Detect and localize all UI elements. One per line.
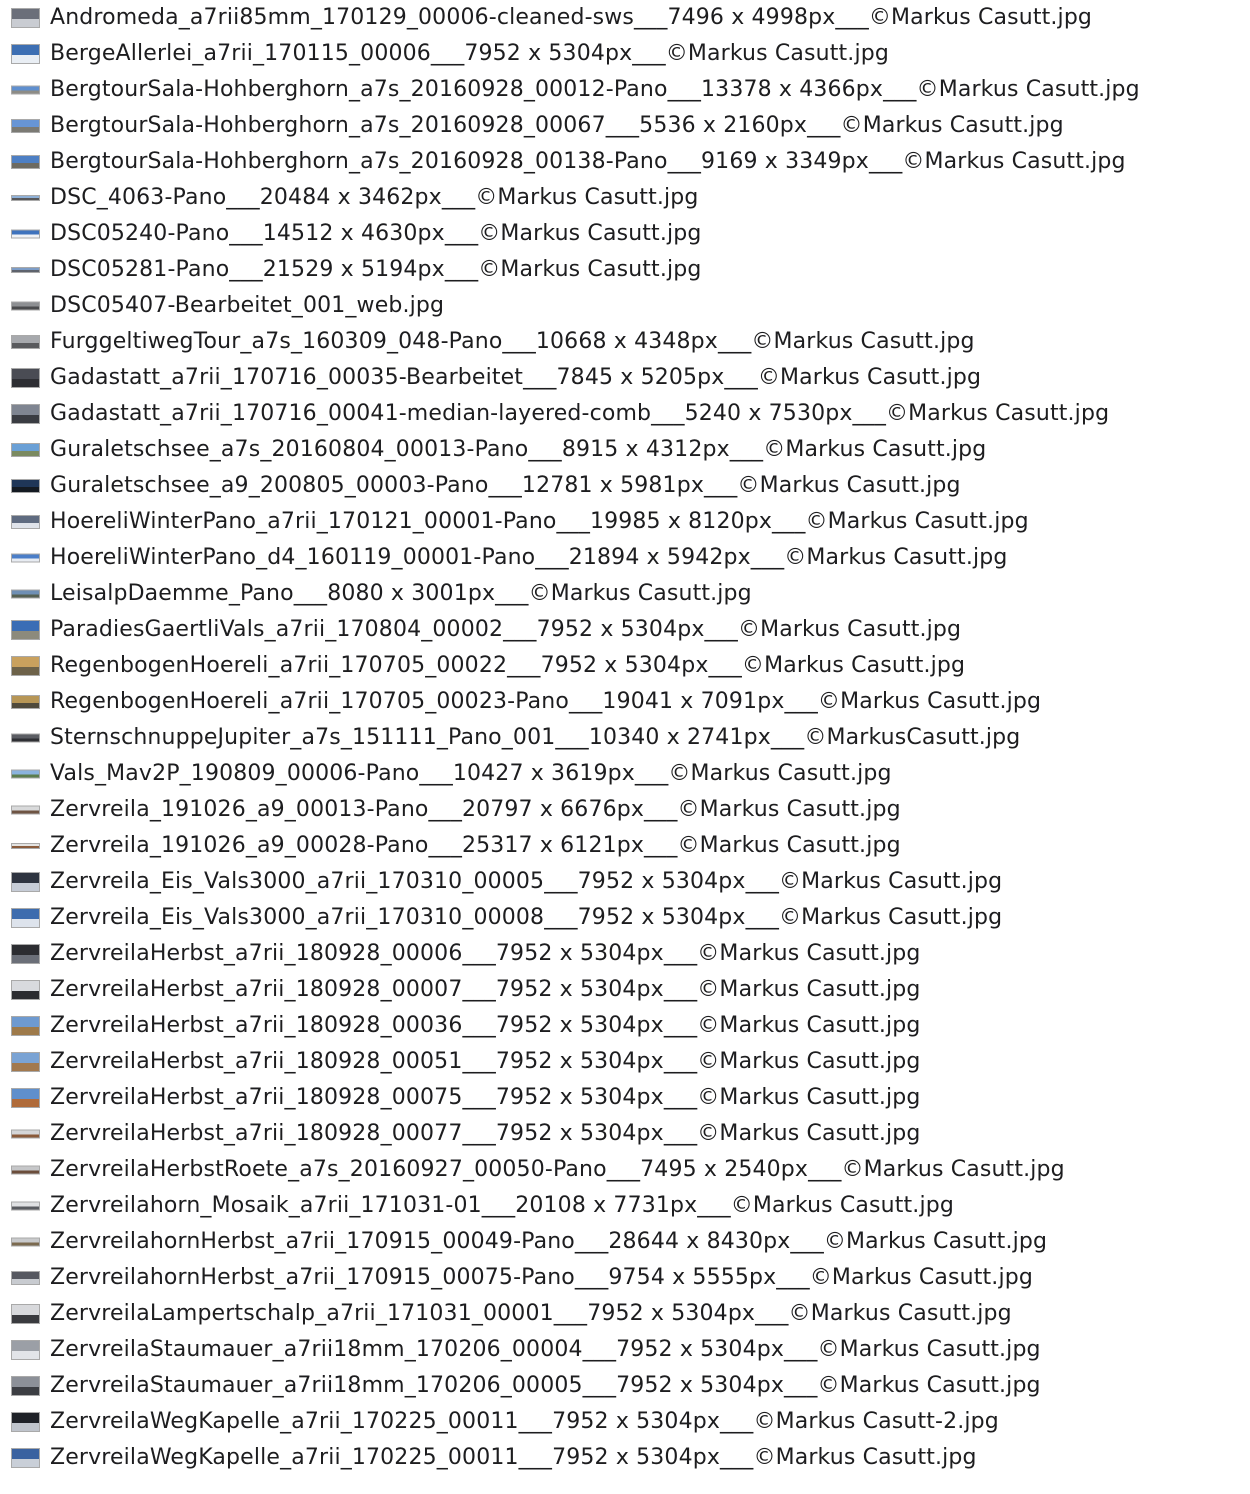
file-name: HoereliWinterPano_a7rii_170121_00001-Pano___19985 x 8120px___©Markus Casutt.jpg (50, 509, 1029, 534)
image-file-icon (11, 843, 40, 849)
image-file-icon (11, 119, 40, 133)
image-file-icon (11, 1130, 40, 1139)
image-file-icon (11, 1016, 40, 1036)
file-name: LeisalpDaemme_Pano___8080 x 3001px___©Markus Casutt.jpg (50, 581, 752, 606)
file-row[interactable] (0, 684, 1250, 720)
file-name: ZervreilaHerbst_a7rii_180928_00006___7952 x 5304px___©Markus Casutt.jpg (50, 941, 921, 966)
file-name: Andromeda_a7rii85mm_170129_00006-cleaned-sws___7496 x 4998px___©Markus Casutt.jpg (50, 5, 1093, 30)
file-name: ZervreilaLampertschalp_a7rii_171031_00001___7952 x 5304px___©Markus Casutt.jpg (50, 1301, 1012, 1326)
file-name: ZervreilaHerbst_a7rii_180928_00075___7952 x 5304px___©Markus Casutt.jpg (50, 1085, 921, 1110)
file-name: ZervreilaHerbst_a7rii_180928_00077___7952 x 5304px___©Markus Casutt.jpg (50, 1121, 921, 1146)
file-row[interactable] (0, 1404, 1250, 1440)
file-row[interactable] (0, 360, 1250, 396)
file-row[interactable] (0, 1008, 1250, 1044)
image-file-icon (11, 980, 40, 1000)
file-row[interactable] (0, 396, 1250, 432)
image-file-icon (11, 1202, 40, 1211)
file-row[interactable] (0, 864, 1250, 900)
image-file-icon (11, 1376, 40, 1396)
file-row[interactable] (0, 504, 1250, 540)
file-row[interactable] (0, 216, 1250, 252)
image-file-icon (11, 656, 40, 676)
file-name: DSC05407-Bearbeitet_001_web.jpg (50, 293, 445, 318)
file-name: Gadastatt_a7rii_170716_00035-Bearbeitet___7845 x 5205px___©Markus Casutt.jpg (50, 365, 982, 390)
file-name: Guraletschsee_a9_200805_00003-Pano___12781 x 5981px___©Markus Casutt.jpg (50, 473, 961, 498)
file-name: RegenbogenHoereli_a7rii_170705_00022___7952 x 5304px___©Markus Casutt.jpg (50, 653, 966, 678)
file-name: BergtourSala-Hohberghorn_a7s_20160928_00067___5536 x 2160px___©Markus Casutt.jpg (50, 113, 1064, 138)
image-file-icon (11, 806, 40, 815)
file-name: Zervreila_Eis_Vals3000_a7rii_170310_00005___7952 x 5304px___©Markus Casutt.jpg (50, 869, 1003, 894)
file-row[interactable] (0, 1080, 1250, 1116)
file-row[interactable] (0, 792, 1250, 828)
file-name: ZervreilaStaumauer_a7rii18mm_170206_00005___7952 x 5304px___©Markus Casutt.jpg (50, 1373, 1041, 1398)
file-name: BergtourSala-Hohberghorn_a7s_20160928_00138-Pano___9169 x 3349px___©Markus Casutt.jpg (50, 149, 1126, 174)
file-row[interactable] (0, 828, 1250, 864)
file-row[interactable] (0, 36, 1250, 72)
image-file-icon (11, 44, 40, 64)
image-file-icon (11, 404, 40, 424)
file-row[interactable] (0, 252, 1250, 288)
file-row[interactable] (0, 180, 1250, 216)
file-row[interactable] (0, 1044, 1250, 1080)
image-file-icon (11, 770, 40, 779)
file-row[interactable] (0, 1260, 1250, 1296)
file-name: ZervreilahornHerbst_a7rii_170915_00075-Pano___9754 x 5555px___©Markus Casutt.jpg (50, 1265, 1033, 1290)
file-name: ZervreilaHerbstRoete_a7s_20160927_00050-Pano___7495 x 2540px___©Markus Casutt.jpg (50, 1157, 1065, 1182)
image-file-icon (11, 515, 40, 529)
file-name: ZervreilaWegKapelle_a7rii_170225_00011___7952 x 5304px___©Markus Casutt-2.jpg (50, 1409, 999, 1434)
image-file-icon (11, 368, 40, 388)
file-row[interactable] (0, 900, 1250, 936)
file-row[interactable] (0, 1332, 1250, 1368)
file-name: BergtourSala-Hohberghorn_a7s_20160928_00012-Pano___13378 x 4366px___©Markus Casutt.jpg (50, 77, 1140, 102)
file-row[interactable] (0, 1296, 1250, 1332)
image-file-icon (11, 695, 40, 709)
file-row[interactable] (0, 108, 1250, 144)
image-file-icon (11, 554, 40, 563)
image-file-icon (11, 944, 40, 964)
file-name: BergeAllerlei_a7rii_170115_00006___7952 x 5304px___©Markus Casutt.jpg (50, 41, 889, 66)
file-name: ZervreilaStaumauer_a7rii18mm_170206_00004___7952 x 5304px___©Markus Casutt.jpg (50, 1337, 1041, 1362)
file-name: ZervreilahornHerbst_a7rii_170915_00049-Pano___28644 x 8430px___©Markus Casutt.jpg (50, 1229, 1048, 1254)
image-file-icon (11, 155, 40, 169)
file-name: DSC05240-Pano___14512 x 4630px___©Markus Casutt.jpg (50, 221, 702, 246)
file-name: Zervreilahorn_Mosaik_a7rii_171031-01___20108 x 7731px___©Markus Casutt.jpg (50, 1193, 954, 1218)
image-file-icon (11, 1166, 40, 1175)
image-file-icon (11, 86, 40, 95)
image-file-icon (11, 1340, 40, 1360)
file-row[interactable] (0, 72, 1250, 108)
image-file-icon (11, 335, 40, 349)
file-name: Zervreila_Eis_Vals3000_a7rii_170310_00008___7952 x 5304px___©Markus Casutt.jpg (50, 905, 1003, 930)
image-file-icon (11, 1448, 40, 1468)
image-file-icon (11, 1271, 40, 1285)
file-name: ZervreilaHerbst_a7rii_180928_00051___7952 x 5304px___©Markus Casutt.jpg (50, 1049, 921, 1074)
file-row[interactable] (0, 1152, 1250, 1188)
image-file-icon (11, 230, 40, 239)
file-row[interactable] (0, 1188, 1250, 1224)
image-file-icon (11, 443, 40, 457)
file-name: ZervreilaWegKapelle_a7rii_170225_00011___7952 x 5304px___©Markus Casutt.jpg (50, 1445, 977, 1470)
file-row[interactable] (0, 720, 1250, 756)
file-row[interactable] (0, 576, 1250, 612)
file-row[interactable] (0, 324, 1250, 360)
file-row[interactable] (0, 756, 1250, 792)
file-name: ZervreilaHerbst_a7rii_180928_00036___7952 x 5304px___©Markus Casutt.jpg (50, 1013, 921, 1038)
file-name: DSC05281-Pano___21529 x 5194px___©Markus Casutt.jpg (50, 257, 702, 282)
file-row[interactable] (0, 1368, 1250, 1404)
image-file-icon (11, 267, 40, 273)
image-file-icon (11, 1412, 40, 1432)
file-name: Zervreila_191026_a9_00028-Pano___25317 x 6121px___©Markus Casutt.jpg (50, 833, 901, 858)
file-name: DSC_4063-Pano___20484 x 3462px___©Markus Casutt.jpg (50, 185, 699, 210)
file-row[interactable] (0, 144, 1250, 180)
image-file-icon (11, 1088, 40, 1108)
file-row[interactable] (0, 612, 1250, 648)
file-row[interactable] (0, 0, 1250, 36)
image-file-icon (11, 1052, 40, 1072)
image-file-icon (11, 1238, 40, 1247)
file-row[interactable] (0, 1116, 1250, 1152)
file-row[interactable] (0, 1224, 1250, 1260)
file-name: ZervreilaHerbst_a7rii_180928_00007___7952 x 5304px___©Markus Casutt.jpg (50, 977, 921, 1002)
image-file-icon (11, 1304, 40, 1324)
file-row[interactable] (0, 288, 1250, 324)
file-row[interactable] (0, 936, 1250, 972)
file-row[interactable] (0, 648, 1250, 684)
image-file-icon (11, 302, 40, 311)
file-name: SternschnuppeJupiter_a7s_151111_Pano_001___10340 x 2741px___©MarkusCasutt.jpg (50, 725, 1021, 750)
image-file-icon (11, 8, 40, 28)
file-row[interactable] (0, 540, 1250, 576)
image-file-icon (11, 479, 40, 493)
file-name: ParadiesGaertliVals_a7rii_170804_00002___7952 x 5304px___©Markus Casutt.jpg (50, 617, 962, 642)
image-file-icon (11, 734, 40, 743)
file-row[interactable] (0, 972, 1250, 1008)
image-file-icon (11, 908, 40, 928)
file-name: Zervreila_191026_a9_00013-Pano___20797 x 6676px___©Markus Casutt.jpg (50, 797, 901, 822)
file-name: HoereliWinterPano_d4_160119_00001-Pano___21894 x 5942px___©Markus Casutt.jpg (50, 545, 1008, 570)
image-file-icon (11, 195, 40, 201)
file-row[interactable] (0, 1440, 1250, 1476)
image-file-icon (11, 620, 40, 640)
image-file-icon (11, 590, 40, 599)
file-name: FurggeltiwegTour_a7s_160309_048-Pano___10668 x 4348px___©Markus Casutt.jpg (50, 329, 975, 354)
file-row[interactable] (0, 468, 1250, 504)
image-file-icon (11, 872, 40, 892)
file-name: RegenbogenHoereli_a7rii_170705_00023-Pano___19041 x 7091px___©Markus Casutt.jpg (50, 689, 1042, 714)
file-name: Gadastatt_a7rii_170716_00041-median-layered-comb___5240 x 7530px___©Markus Casutt.jpg (50, 401, 1110, 426)
file-name: Vals_Mav2P_190809_00006-Pano___10427 x 3619px___©Markus Casutt.jpg (50, 761, 892, 786)
file-row[interactable] (0, 432, 1250, 468)
file-name: Guraletschsee_a7s_20160804_00013-Pano___8915 x 4312px___©Markus Casutt.jpg (50, 437, 987, 462)
